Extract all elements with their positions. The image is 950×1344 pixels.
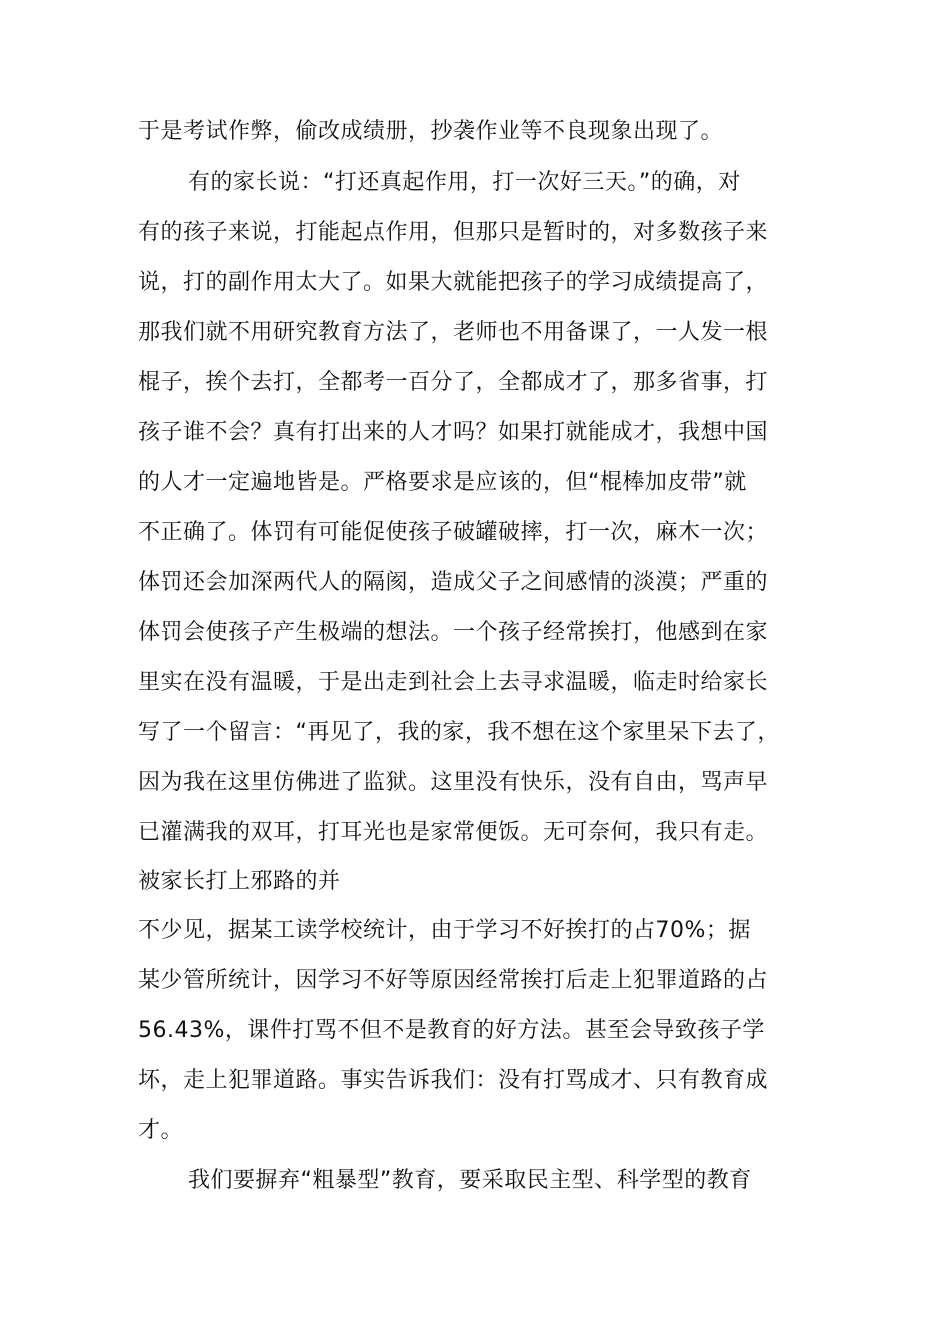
- text-line-9: 不正确了。体罚有可能促使孩子破罐破摔，打一次，麻木一次；: [138, 520, 769, 545]
- text-line-20: 坏，走上犯罪道路。事实告诉我们：没有打骂成才、只有教育成: [138, 1068, 769, 1093]
- text-line-19: 56.43%，课件打骂不但不是教育的好方法。甚至会导致孩子学: [138, 1018, 765, 1043]
- text-line-12: 里实在没有温暖，于是出走到社会上去寻求温暖，临走时给家长: [138, 670, 769, 695]
- text-line-16: 被家长打上邪路的并: [138, 869, 341, 894]
- text-line-18: 某少管所统计，因学习不好等原因经常挨打后走上犯罪道路的占: [138, 968, 769, 993]
- text-line-14: 因为我在这里仿佛进了监狱。这里没有快乐，没有自由，骂声早: [138, 770, 769, 795]
- text-line-22: 我们要摒弃“粗暴型”教育，要采取民主型、科学型的教育: [188, 1168, 752, 1193]
- text-line-6: 棍子，挨个去打，全都考一百分了，全都成才了，那多省事，打: [138, 370, 769, 395]
- text-line-1: 于是考试作弊，偷改成绩册，抄袭作业等不良现象出现了。: [138, 119, 724, 144]
- text-line-13: 写了一个留言：“再见了，我的家，我不想在这个家里呆下去了，: [138, 720, 780, 745]
- text-line-8: 的人才一定遍地皆是。严格要求是应该的，但“棍棒加皮带”就: [138, 470, 747, 495]
- text-line-15: 已灌满我的双耳，打耳光也是家常便饭。无可奈何，我只有走。: [138, 820, 769, 845]
- text-line-21: 才。: [138, 1118, 184, 1143]
- text-line-3: 有的孩子来说，打能起点作用，但那只是暂时的，对多数孩子来: [138, 220, 769, 245]
- text-line-5: 那我们就不用研究教育方法了，老师也不用备课了，一人发一根: [138, 320, 769, 345]
- text-line-4: 说，打的副作用太大了。如果大就能把孩子的学习成绩提高了，: [138, 270, 769, 295]
- text-line-7: 孩子谁不会？真有打出来的人才吗？如果打就能成才，我想中国: [138, 420, 769, 445]
- text-line-17: 不少见，据某工读学校统计，由于学习不好挨打的占70%；据: [138, 918, 751, 943]
- text-line-2: 有的家长说：“打还真起作用，打一次好三天。”的确，对: [188, 170, 741, 195]
- text-line-10: 体罚还会加深两代人的隔阂，造成父子之间感情的淡漠；严重的: [138, 570, 769, 595]
- text-line-11: 体罚会使孩子产生极端的想法。一个孩子经常挨打，他感到在家: [138, 620, 769, 645]
